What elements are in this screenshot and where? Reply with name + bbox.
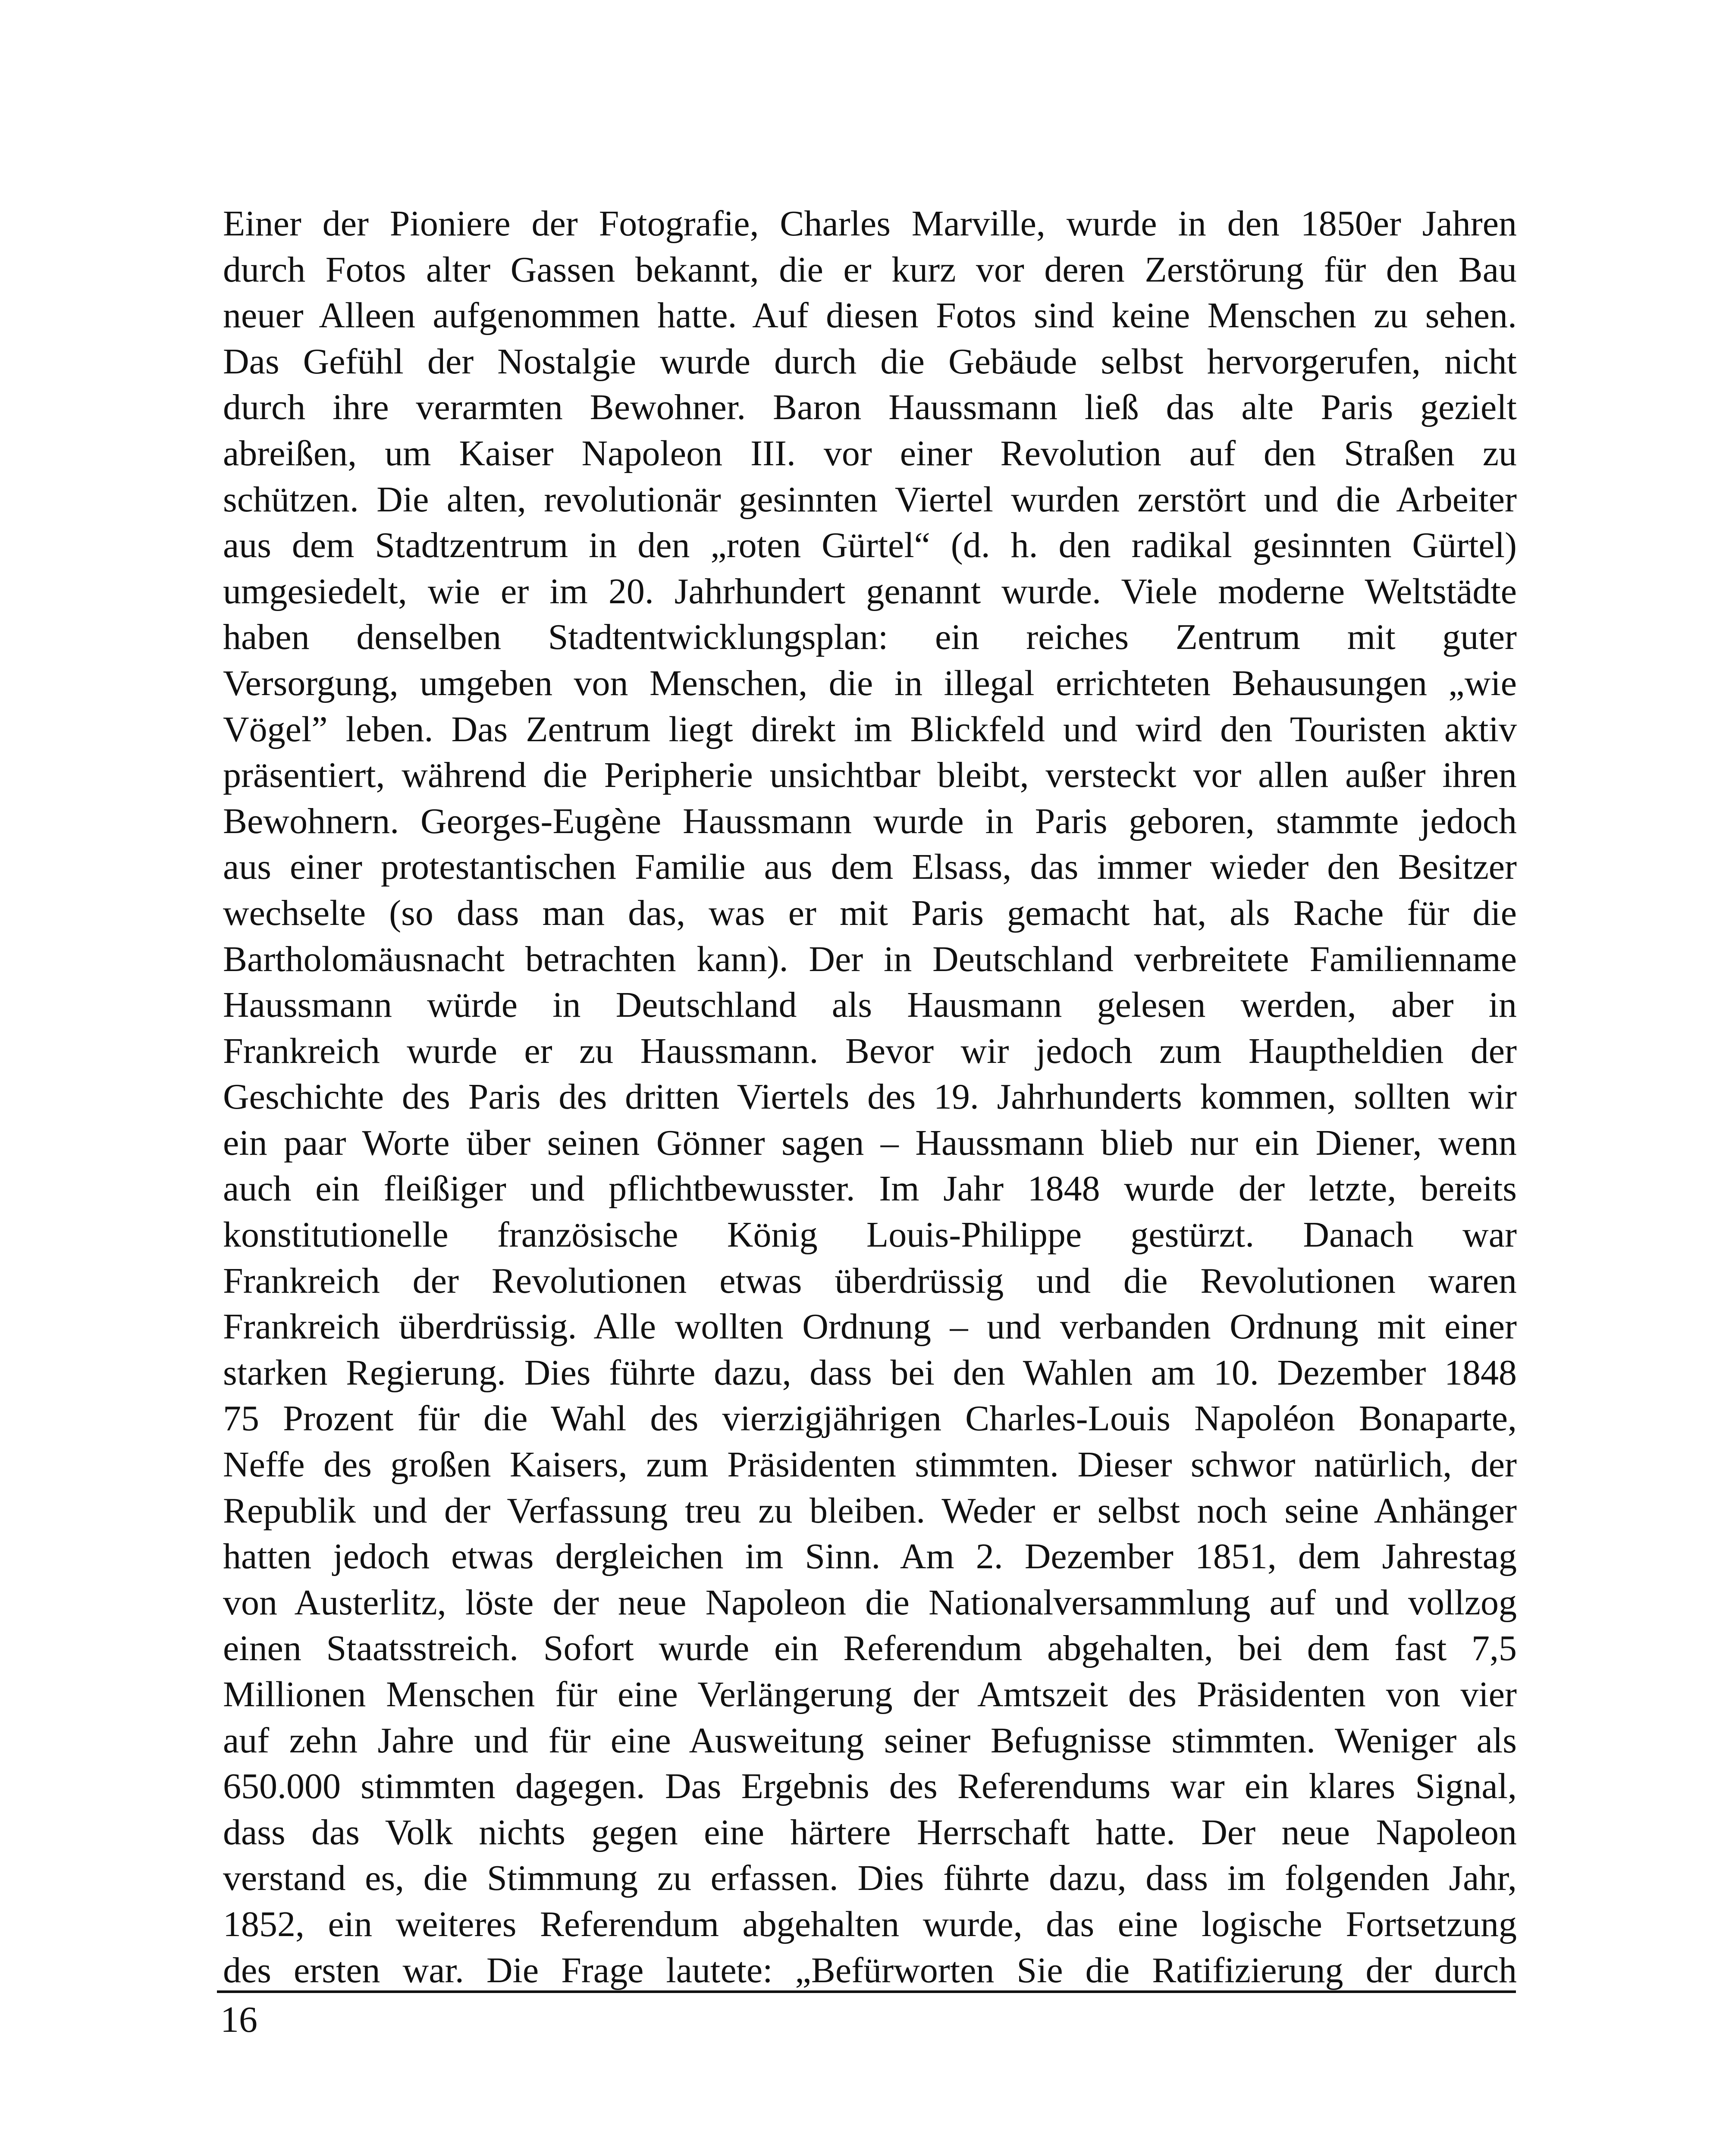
text-line: Versorgung, umgeben von Menschen, die in illegal errichteten Behausungen „wie [223,663,1517,703]
text-line: 75 Prozent für die Wahl des vierzigjährigen Charles-Louis Napoléon Bonaparte, [223,1398,1517,1439]
text-line: Haussmann würde in Deutschland als Hausmann gelesen werden, aber in [223,985,1517,1025]
footer-rule [217,1990,1516,1993]
text-line: ein paar Worte über seinen Gönner sagen – Haussmann blieb nur ein Diener, wenn [223,1122,1517,1163]
text-line: hatten jedoch etwas dergleichen im Sinn. Am 2. Dezember 1851, dem Jahrestag [223,1536,1517,1577]
text-line: wechselte (so dass man das, was er mit Paris gemacht hat, als Rache für die [223,893,1517,933]
text-line: konstitutionelle französische König Louis-Philippe gestürzt. Danach war [223,1215,1517,1255]
text-line: aus einer protestantischen Familie aus dem Elsass, das immer wieder den Besitzer [223,847,1517,887]
text-line: 1852, ein weiteres Referendum abgehalten wurde, das eine logische Fortsetzung [223,1904,1517,1944]
text-line: Neffe des großen Kaisers, zum Präsidenten stimmten. Dieser schwor natürlich, der [223,1445,1517,1485]
text-line: auch ein fleißiger und pflichtbewusster. Im Jahr 1848 wurde der letzte, bereits [223,1169,1517,1209]
text-line: aus dem Stadtzentrum in den „roten Gürtel“ (d. h. den radikal gesinnten Gürtel) [223,525,1517,566]
text-line: umgesiedelt, wie er im 20. Jahrhundert genannt wurde. Viele moderne Weltstädte [223,571,1517,611]
text-line: des ersten war. Die Frage lautete: „Befürworten Sie die Ratifizierung der durch [223,1950,1517,1990]
text-line: durch ihre verarmten Bewohner. Baron Haussmann ließ das alte Paris gezielt [223,387,1517,428]
text-line: Das Gefühl der Nostalgie wurde durch die Gebäude selbst hervorgerufen, nicht [223,341,1517,382]
text-line: Frankreich überdrüssig. Alle wollten Ordnung – und verbanden Ordnung mit einer [223,1307,1517,1347]
text-line: Millionen Menschen für eine Verlängerung der Amtszeit des Präsidenten von vier [223,1674,1517,1714]
text-line: einen Staatsstreich. Sofort wurde ein Referendum abgehalten, bei dem fast 7,5 [223,1628,1517,1669]
text-line: von Austerlitz, löste der neue Napoleon die Nationalversammlung auf und vollzog [223,1582,1517,1623]
text-line: Geschichte des Paris des dritten Viertels des 19. Jahrhunderts kommen, sollten wir [223,1077,1517,1117]
text-line: Frankreich wurde er zu Haussmann. Bevor wir jedoch zum Hauptheldien der [223,1031,1517,1071]
text-line: Republik und der Verfassung treu zu bleiben. Weder er selbst noch seine Anhänger [223,1490,1517,1531]
text-line: verstand es, die Stimmung zu erfassen. Dies führte dazu, dass im folgenden Jahr, [223,1858,1517,1899]
text-line: Bewohnern. Georges-Eugène Haussmann wurde in Paris geboren, stammte jedoch [223,801,1517,841]
text-line: auf zehn Jahre und für eine Ausweitung seiner Befugnisse stimmten. Weniger als [223,1720,1517,1761]
text-line: Einer der Pioniere der Fotografie, Charles Marville, wurde in den 1850er Jahren [223,204,1517,244]
text-line: abreißen, um Kaiser Napoleon III. vor einer Revolution auf den Straßen zu [223,433,1517,473]
text-line: Bartholomäusnacht betrachten kann). Der in Deutschland verbreitete Familienname [223,939,1517,979]
text-line: dass das Volk nichts gegen eine härtere Herrschaft hatte. Der neue Napoleon [223,1812,1517,1852]
text-line: schützen. Die alten, revolutionär gesinnten Viertel wurden zerstört und die Arbeiter [223,479,1517,520]
text-line: haben denselben Stadtentwicklungsplan: ein reiches Zentrum mit guter [223,617,1517,658]
text-line: neuer Alleen aufgenommen hatte. Auf diesen Fotos sind keine Menschen zu sehen. [223,295,1517,336]
text-line: Vögel” leben. Das Zentrum liegt direkt im Blickfeld und wird den Touristen aktiv [223,709,1517,749]
text-line: 650.000 stimmten dagegen. Das Ergebnis des Referendums war ein klares Signal, [223,1766,1517,1807]
text-line: Frankreich der Revolutionen etwas überdrüssig und die Revolutionen waren [223,1260,1517,1301]
text-line: starken Regierung. Dies führte dazu, dass bei den Wahlen am 10. Dezember 1848 [223,1352,1517,1393]
page-number: 16 [220,1999,257,2040]
body-paragraph [223,201,1517,1993]
text-line: durch Fotos alter Gassen bekannt, die er kurz vor deren Zerstörung für den Bau [223,249,1517,290]
text-line: präsentiert, während die Peripherie unsichtbar bleibt, versteckt vor allen außer ihren [223,755,1517,796]
